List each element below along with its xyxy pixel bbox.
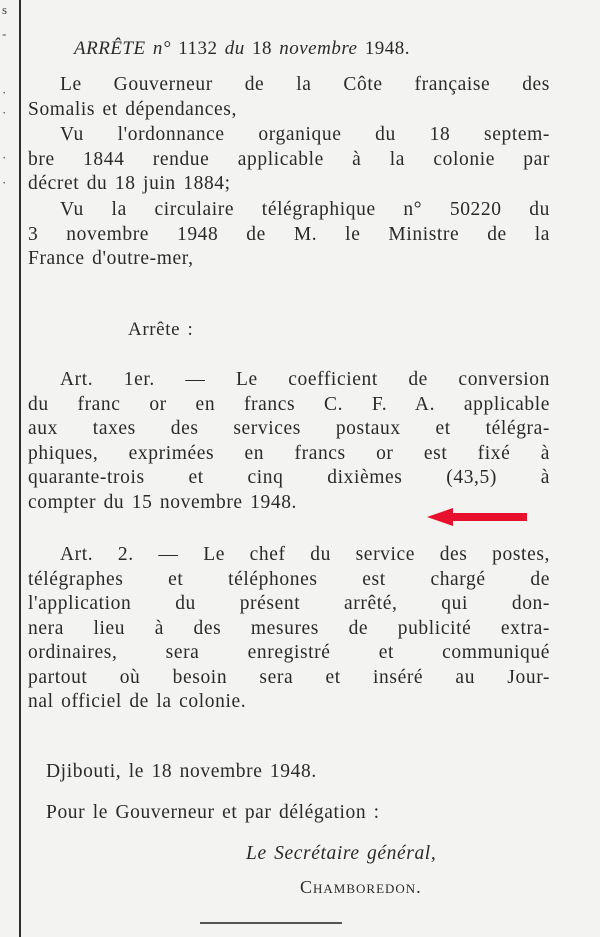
title-month: novembre	[279, 38, 358, 59]
text-line: nera lieu à des mesures de publicité extra-	[28, 617, 550, 639]
left-margin-column	[0, 0, 18, 937]
text-line: 3 novembre 1948 de M. le Ministre de la	[28, 223, 550, 245]
margin-mark: ·	[2, 85, 7, 100]
title-number: 1132	[178, 38, 218, 59]
text-line: télégraphes et téléphones est chargé de	[28, 568, 550, 590]
text-line: ordinaires, sera enregistré et communiqué	[28, 642, 550, 663]
margin-mark: ·	[2, 150, 7, 165]
place-date: Djibouti, le 18 novembre 1948.	[46, 761, 317, 782]
title-du: du	[224, 38, 245, 59]
text-line: Somalis et dépendances,	[28, 98, 237, 120]
margin-mark: ·	[2, 175, 7, 190]
title-day: 18	[252, 38, 272, 59]
preamble-circulaire	[28, 198, 550, 272]
column-divider-rule	[19, 0, 21, 937]
signatory-name: Chamboredon.	[300, 877, 422, 897]
title-year: 1948.	[364, 38, 410, 59]
text-line: partout où besoin sera et inséré au Jour-	[28, 666, 550, 688]
text-line: Le Gouverneur de la Côte française des	[60, 74, 550, 95]
highlighted-text-line: compter du 15 novembre 1948.	[28, 491, 298, 513]
margin-mark: s	[2, 2, 8, 17]
text-line: phiques, exprimées en francs or est fixé à	[28, 442, 550, 464]
arrete-label: Arrête :	[128, 319, 194, 340]
red-arrow-left-icon	[427, 508, 527, 526]
text-line: France d'outre-mer,	[28, 248, 194, 269]
preamble-governor	[28, 73, 550, 122]
delegation-line: Pour le Gouverneur et par délégation :	[46, 802, 380, 823]
text-line: l'application du présent arrêté, qui don-	[28, 593, 550, 614]
text-line: décret du 18 juin 1884;	[28, 173, 231, 194]
text-line: Vu l'ordonnance organique du 18 septem-	[60, 124, 550, 145]
text-line: nal officiel de la colonie.	[28, 691, 247, 712]
text-line: Art. 2. — Le chef du service des postes,	[60, 544, 550, 565]
signatory-title: Le Secrétaire général,	[246, 843, 437, 864]
text-line: aux taxes des services postaux et télégra-	[28, 418, 550, 439]
margin-mark: -	[2, 26, 7, 41]
text-line: bre 1844 rendue applicable à la colonie par	[28, 148, 550, 170]
text-line: Art. 1er. — Le coefficient de conversion	[60, 369, 550, 390]
arrete-title	[74, 37, 554, 62]
text-line: Vu la circulaire télégraphique n° 50220 du	[60, 199, 550, 220]
text-line: quarante-trois et cinq dixièmes (43,5) à	[28, 467, 550, 488]
article-1	[28, 368, 550, 515]
title-prefix: ARRÊTE n°	[74, 38, 171, 59]
end-rule-divider	[200, 922, 342, 924]
text-line: du franc or en francs C. F. A. applicable	[28, 393, 550, 415]
margin-mark: ·	[2, 105, 7, 120]
article-2	[28, 543, 550, 715]
preamble-ordonnance	[28, 123, 550, 197]
